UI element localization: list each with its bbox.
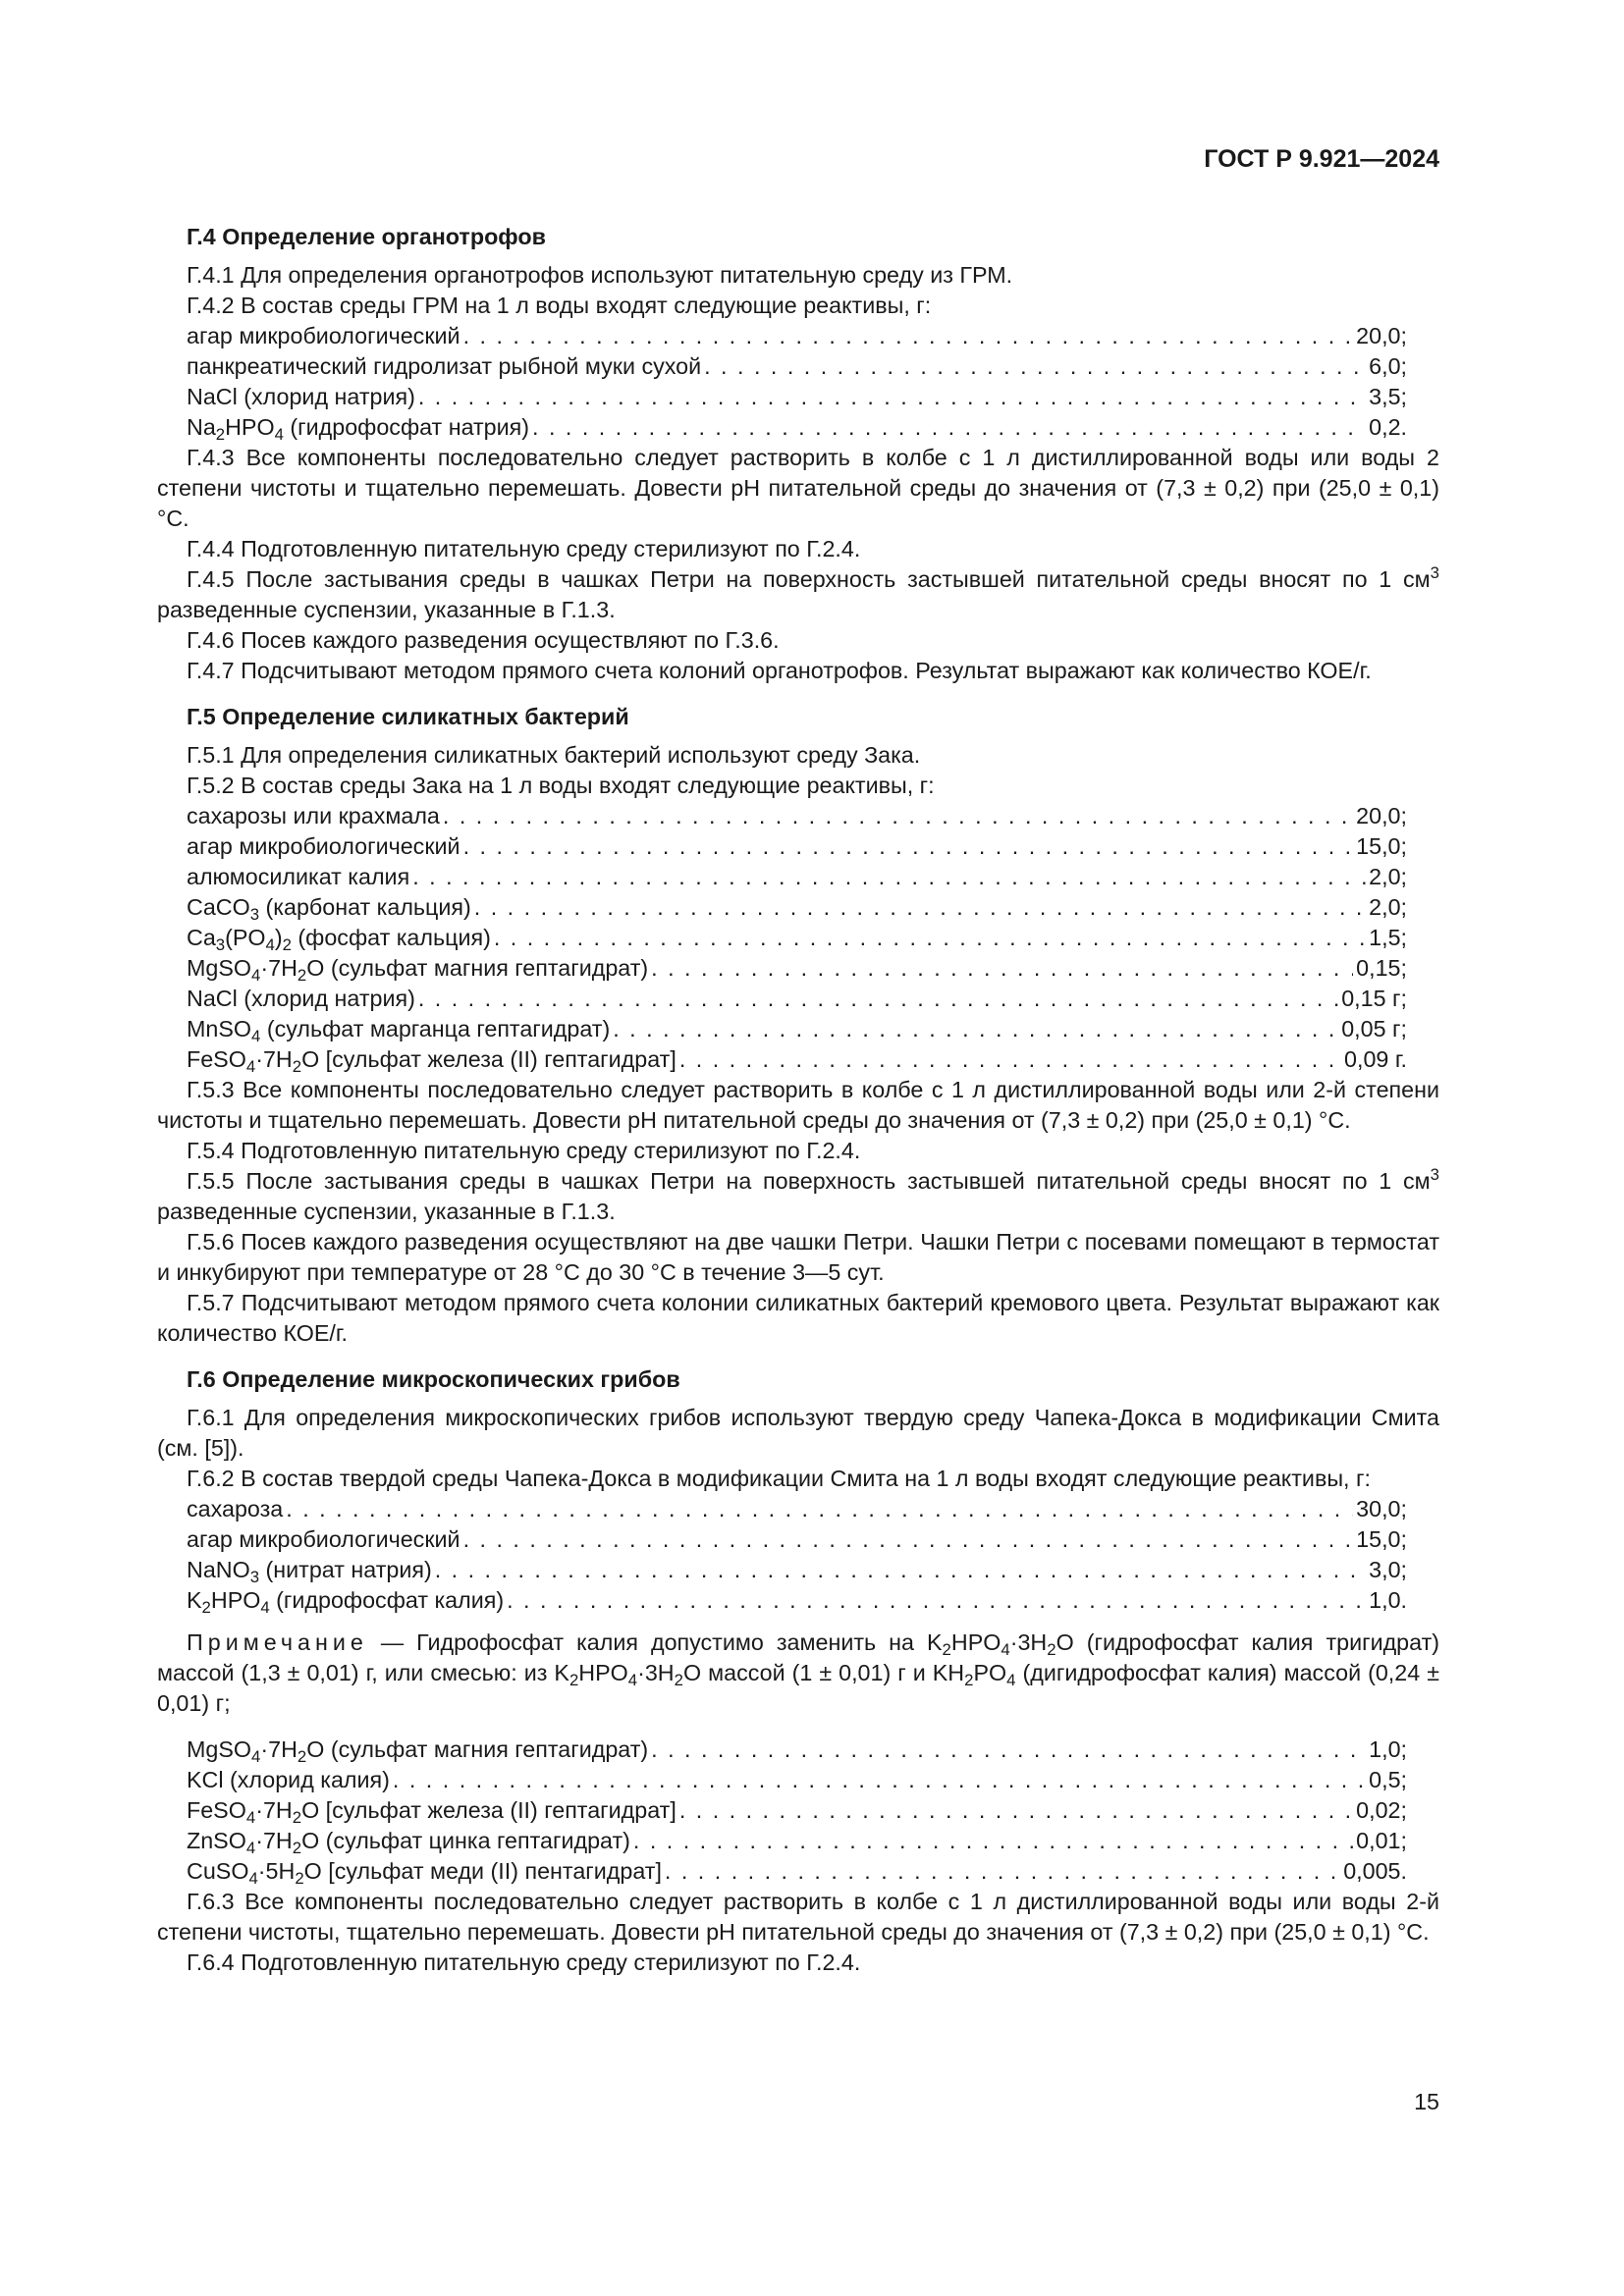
reagent-row (187, 984, 1407, 1014)
dot-leader (443, 801, 1353, 831)
document-code: ГОСТ Р 9.921—2024 (1204, 145, 1439, 173)
text-run: — Гидрофосфат калия допустимо заменить на K (367, 1629, 943, 1655)
subscript: 4 (627, 1671, 638, 1690)
subscript: 2 (964, 1671, 974, 1690)
reagent-row (187, 1044, 1407, 1075)
text-run: (гидрофосфат калия) (269, 1587, 505, 1613)
text-run: ) (274, 925, 283, 950)
reagent-name: агар микробиологический (187, 1526, 460, 1552)
reagent-name (187, 923, 491, 953)
reagent-quantity: 0,02; (1356, 1797, 1407, 1823)
dot-leader (651, 1735, 1366, 1765)
paragraph: Г.6.4 Подготовленную питательную среду стерилизуют по Г.2.4. (187, 1949, 861, 1975)
text-run: O (гидрофосфат калия тригидрат) массой (1,3 ± 0,01) г, или смесью: из K (157, 1629, 1440, 1685)
reagent-name: NaCl (хлорид натрия) (187, 384, 415, 409)
subscript: 4 (251, 1027, 261, 1046)
reagent-quantity: 2,0; (1369, 894, 1407, 920)
subscript: 4 (265, 935, 275, 955)
dot-leader (393, 1765, 1366, 1795)
dot-leader (507, 1585, 1366, 1616)
reagent-row (187, 1585, 1407, 1616)
paragraph: Г.5.7 Подсчитывают методом прямого счета колонии силикатных бактерий кремового цвета. Результат выражают как количество КОЕ/г. (157, 1290, 1439, 1346)
text-run: (фосфат кальция) (291, 925, 491, 950)
dot-leader (412, 862, 1366, 892)
reagent-row (187, 831, 1407, 862)
section-g4 (157, 222, 1439, 686)
paragraph: Г.5.1 Для определения силикатных бактерий используют среду Зака. (187, 742, 921, 768)
reagent-quantity: 1,0. (1369, 1587, 1407, 1613)
text-run: O массой (1 ± 0,01) г и KH (682, 1660, 965, 1685)
reagent-row (187, 1494, 1407, 1524)
reagent-row (187, 801, 1407, 831)
reagent-row (187, 892, 1407, 923)
subscript: 4 (1006, 1671, 1016, 1690)
reagent-row (187, 1795, 1407, 1826)
paragraph: Г.4.4 Подготовленную питательную среду стерилизуют по Г.2.4. (187, 536, 861, 561)
subscript: 2 (282, 935, 292, 955)
text-run: Na (187, 414, 216, 440)
reagent-row (187, 1735, 1407, 1765)
text-run: FeSO (187, 1797, 246, 1823)
reagent-row (187, 862, 1407, 892)
reagent-list (157, 1735, 1439, 1887)
reagent-name (187, 1044, 677, 1075)
reagent-row (187, 923, 1407, 953)
reagent-quantity: 20,0; (1356, 323, 1407, 348)
text-run: ·7H (255, 1046, 293, 1072)
dot-leader (613, 1014, 1338, 1044)
text-run: ·3H (637, 1660, 675, 1685)
section-title: Г.4 Определение органотрофов (187, 224, 546, 249)
paragraph: Г.4.1 Для определения органотрофов используют питательную среду из ГРМ. (187, 262, 1013, 288)
reagent-quantity: 30,0; (1356, 1496, 1407, 1522)
paragraph: Г.4.7 Подсчитывают методом прямого счета колоний органотрофов. Результат выражают как количество КОЕ/г. (187, 658, 1372, 683)
text-run: Г.4.5 После застывания среды в чашках Петри на поверхность застывшей питательной среды вносят по 1 см (187, 566, 1431, 592)
reagent-name: NaCl (хлорид натрия) (187, 986, 415, 1011)
reagent-quantity: 2,0; (1369, 864, 1407, 889)
reagent-quantity: 0,05 г; (1341, 1016, 1407, 1041)
reagent-name (187, 1795, 677, 1826)
subscript: 4 (248, 1869, 258, 1889)
text-run: HPO (578, 1660, 628, 1685)
reagent-quantity: 15,0; (1356, 833, 1407, 859)
text-run: O [сульфат железа (II) гептагидрат] (301, 1046, 677, 1072)
reagent-quantity: 0,01; (1356, 1828, 1407, 1853)
text-run: O (сульфат магния гептагидрат) (306, 1736, 649, 1762)
subscript: 3 (215, 935, 226, 955)
reagent-quantity: 20,0; (1356, 803, 1407, 828)
reagent-name: KCl (хлорид калия) (187, 1767, 390, 1792)
text-run: (сульфат марганца гептагидрат) (260, 1016, 611, 1041)
subscript: 4 (245, 1057, 256, 1077)
reagent-name (187, 1735, 648, 1765)
text-run: MnSO (187, 1016, 252, 1041)
dot-leader (286, 1494, 1353, 1524)
reagent-row (187, 1014, 1407, 1044)
text-run: HPO (210, 1587, 261, 1613)
dot-leader (435, 1555, 1366, 1585)
text-run: ·7H (260, 955, 298, 981)
paragraph: Г.4.2 В состав среды ГРМ на 1 л воды входят следующие реактивы, г: (187, 293, 932, 318)
reagent-quantity: 0,09 г. (1344, 1046, 1407, 1072)
text-run: разведенные суспензии, указанные в Г.1.3. (157, 597, 616, 622)
paragraph: Г.4.3 Все компоненты последовательно следует растворить в колбе с 1 л дистиллированной воды или воды 2 степени чистоты и тщательно перемешать. Довести pH питательной среды до значения от (7,3 ± 0,2) при (25,0 ± 0,1) °С. (157, 445, 1439, 531)
reagent-quantity: 0,15; (1356, 955, 1407, 981)
dot-leader (418, 382, 1366, 412)
text-run: ZnSO (187, 1828, 246, 1853)
subscript: 4 (260, 1598, 270, 1618)
text-run: O (сульфат цинка гептагидрат) (301, 1828, 630, 1853)
section-g6 (157, 1364, 1439, 1978)
reagent-name (187, 1856, 662, 1887)
reagent-quantity: 0,5; (1369, 1767, 1407, 1792)
reagent-row (187, 382, 1407, 412)
subscript: 3 (249, 1568, 260, 1587)
reagent-quantity: 15,0; (1356, 1526, 1407, 1552)
dot-leader (418, 984, 1338, 1014)
reagent-name: сахарозы или крахмала (187, 803, 440, 828)
note-label: Примечание (187, 1629, 368, 1655)
dot-leader (463, 1524, 1354, 1555)
text-run: Г.5.5 После застывания среды в чашках Петри на поверхность застывшей питательной среды вносят по 1 см (187, 1168, 1431, 1194)
reagent-quantity: 3,0; (1369, 1557, 1407, 1582)
reagent-name: агар микробиологический (187, 323, 460, 348)
subscript: 4 (251, 966, 261, 986)
reagent-list (157, 321, 1439, 443)
dot-leader (679, 1795, 1353, 1826)
dot-leader (651, 953, 1353, 984)
reagent-name: агар микробиологический (187, 833, 460, 859)
reagent-row (187, 321, 1407, 351)
reagent-quantity: 3,5; (1369, 384, 1407, 409)
reagent-quantity: 6,0; (1369, 353, 1407, 379)
section-title: Г.5 Определение силикатных бактерий (187, 704, 629, 729)
text-run: ·7H (255, 1828, 293, 1853)
reagent-name: панкреатический гидролизат рыбной муки сухой (187, 353, 702, 379)
reagent-name: алюмосиликат калия (187, 864, 410, 889)
reagent-row (187, 1826, 1407, 1856)
subscript: 2 (292, 1839, 302, 1858)
subscript: 2 (295, 1869, 304, 1889)
subscript: 2 (292, 1057, 302, 1077)
text-run: (нитрат натрия) (259, 1557, 432, 1582)
reagent-list (157, 1494, 1439, 1616)
paragraph: Г.6.2 В состав твердой среды Чапека-Докса в модификации Смита на 1 л воды входят следующие реактивы, г: (187, 1466, 1371, 1491)
reagent-row (187, 351, 1407, 382)
text-run: ·7H (255, 1797, 293, 1823)
paragraph: Г.5.3 Все компоненты последовательно следует растворить в колбе с 1 л дистиллированной воды или 2-й степени чистоты и тщательно перемешать. Довести pH питательной среды до значения от (7,3 ± 0,2) при (25,0 ± 0,1) °С. (157, 1077, 1439, 1133)
text-run: K (187, 1587, 202, 1613)
superscript: 3 (1430, 1164, 1439, 1184)
subscript: 4 (245, 1808, 256, 1828)
text-run: NaNO (187, 1557, 250, 1582)
paragraph: Г.5.2 В состав среды Зака на 1 л воды входят следующие реактивы, г: (187, 773, 935, 798)
dot-leader (532, 412, 1366, 443)
reagent-row (187, 1524, 1407, 1555)
section-title: Г.6 Определение микроскопических грибов (187, 1366, 680, 1392)
superscript: 3 (1430, 562, 1439, 582)
subscript: 2 (215, 425, 226, 445)
paragraph: Г.5.4 Подготовленную питательную среду стерилизуют по Г.2.4. (187, 1138, 861, 1163)
text-run: Ca (187, 925, 216, 950)
text-run: (карбонат кальция) (259, 894, 471, 920)
subscript: 4 (1001, 1640, 1010, 1660)
subscript: 2 (568, 1671, 579, 1690)
text-run: O (сульфат магния гептагидрат) (306, 955, 649, 981)
reagent-name (187, 1555, 432, 1585)
text-run: (PO (225, 925, 266, 950)
text-run: ·3H (1009, 1629, 1048, 1655)
reagent-name (187, 1014, 610, 1044)
paragraph: Г.6.3 Все компоненты последовательно следует растворить в колбе с 1 л дистиллированной воды или воды 2-й степени чистоты, тщательно перемешать. Довести pH питательной среды до значения от (7,3 ± 0,2) при (25,0 ± 0,1) °С. (157, 1889, 1439, 1945)
subscript: 2 (297, 1747, 307, 1767)
dot-leader (463, 831, 1354, 862)
text-run: HPO (950, 1629, 1001, 1655)
dot-leader (704, 351, 1366, 382)
paragraph: Г.4.6 Посев каждого разведения осуществляют по Г.3.6. (187, 627, 780, 653)
reagent-name (187, 1585, 504, 1616)
reagent-row (187, 1765, 1407, 1795)
text-run: HPO (225, 414, 275, 440)
reagent-quantity: 1,0; (1369, 1736, 1407, 1762)
paragraph (157, 1166, 1439, 1227)
reagent-row (187, 953, 1407, 984)
subscript: 4 (274, 425, 284, 445)
dot-leader (679, 1044, 1341, 1075)
dot-leader (665, 1856, 1340, 1887)
document-body (157, 222, 1439, 1978)
subscript: 2 (201, 1598, 211, 1618)
reagent-name (187, 1826, 630, 1856)
dot-leader (633, 1826, 1353, 1856)
subscript: 2 (942, 1640, 951, 1660)
text-run: CuSO (187, 1858, 249, 1884)
paragraph: Г.5.6 Посев каждого разведения осуществляют на две чашки Петри. Чашки Петри с посевами помещают в термостат и инкубируют при температуре от 28 °С до 30 °С в течение 3—5 сут. (157, 1229, 1439, 1285)
reagent-quantity: 0,15 г; (1341, 986, 1407, 1011)
text-run: MgSO (187, 955, 252, 981)
note (157, 1628, 1439, 1719)
dot-leader (463, 321, 1354, 351)
subscript: 2 (292, 1808, 302, 1828)
reagent-row (187, 412, 1407, 443)
text-run: ·7H (260, 1736, 298, 1762)
reagent-quantity: 0,005. (1343, 1858, 1407, 1884)
reagent-row (187, 1555, 1407, 1585)
text-run: PO (973, 1660, 1007, 1685)
reagent-row (187, 1856, 1407, 1887)
reagent-name (187, 892, 471, 923)
subscript: 4 (245, 1839, 256, 1858)
subscript: 2 (674, 1671, 683, 1690)
text-run: (дигидрофосфат калия) массой (0,24 ± 0,01) г; (157, 1660, 1439, 1716)
subscript: 2 (1047, 1640, 1056, 1660)
section-g5 (157, 702, 1439, 1349)
text-run: ·5H (257, 1858, 296, 1884)
text-run: O [сульфат железа (II) гептагидрат] (301, 1797, 677, 1823)
text-run: (гидрофосфат натрия) (283, 414, 530, 440)
dot-leader (474, 892, 1366, 923)
text-run: FeSO (187, 1046, 246, 1072)
text-run: MgSO (187, 1736, 252, 1762)
page-number: 15 (1414, 2089, 1439, 2114)
paragraph: Г.6.1 Для определения микроскопических грибов используют твердую среду Чапека-Докса в модификации Смита (см. [5]). (157, 1405, 1439, 1461)
subscript: 3 (249, 905, 260, 925)
text-run: разведенные суспензии, указанные в Г.1.3. (157, 1199, 616, 1224)
text-run: O [сульфат меди (II) пентагидрат] (303, 1858, 662, 1884)
reagent-quantity: 1,5; (1369, 925, 1407, 950)
reagent-name (187, 953, 648, 984)
reagent-quantity: 0,2. (1369, 414, 1407, 440)
reagent-list (157, 801, 1439, 1075)
reagent-name (187, 412, 529, 443)
reagent-name: сахароза (187, 1496, 284, 1522)
dot-leader (494, 923, 1366, 953)
text-run: CaCO (187, 894, 250, 920)
paragraph (157, 564, 1439, 625)
subscript: 2 (297, 966, 307, 986)
subscript: 4 (251, 1747, 261, 1767)
